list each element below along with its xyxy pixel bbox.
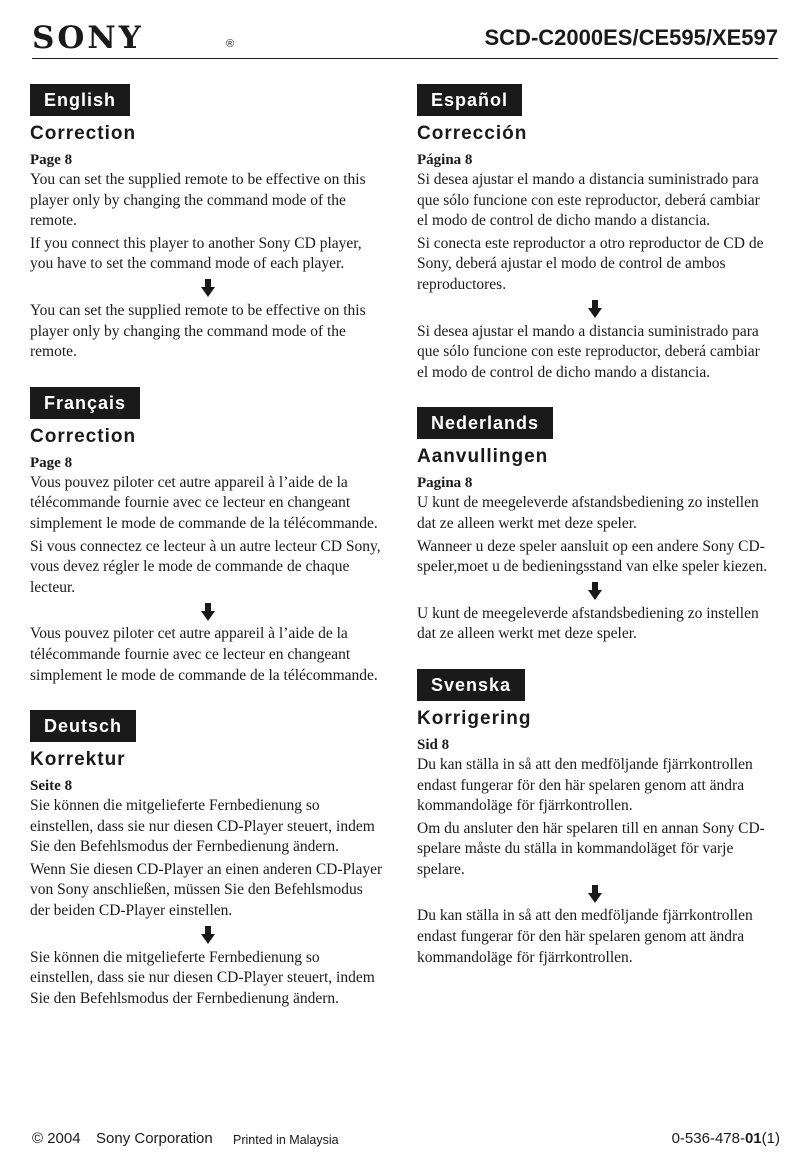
corrected-text: You can set the supplied remote to be effective on this player only by changing the command mode of the remote.	[30, 301, 366, 361]
language-section	[417, 84, 772, 383]
left-column	[30, 84, 385, 1033]
original-text: Si vous connectez ce lecteur à un autre lecteur CD Sony, vous devez régler le mode de commande de chaque lecteur.	[30, 537, 381, 596]
corrected-text: Si desea ajustar el mando a distancia suministrado para que sólo funcione con este reproductor, deberá cambiar el modo de control de dicho mando a distancia.	[417, 322, 760, 381]
page-reference: Seite 8	[30, 778, 73, 795]
original-text: Si desea ajustar el mando a distancia suministrado para que sólo funcione con este reproductor, deberá cambiar el modo de control de dicho mando a distancia.	[417, 171, 760, 230]
original-text: Wanneer u deze speler aansluit op een andere Sony CD-speler,moet u de bedieningsstand van elke speler kiezen.	[417, 537, 768, 576]
page-reference: Pagina 8	[417, 475, 473, 492]
model-number: SCD-C2000ES/CE595/XE597	[484, 25, 778, 50]
section-title: Aanvullingen	[417, 446, 549, 468]
original-text: Vous pouvez piloter cet autre appareil à l’aide de la télécommande fournie avec ce lecteur en changeant simplement le mode de commande de la télécommande.	[30, 473, 378, 532]
language-section	[417, 669, 772, 968]
original-text: Om du ansluter den här spelaren till en annan Sony CD-spelare måste du ställa in kommandoläget för varje spelare.	[417, 819, 765, 878]
page-reference: Page 8	[30, 152, 73, 168]
copyright-year: © 2004	[32, 1130, 81, 1147]
corrected-text: Sie können die mitgelieferte Fernbedienung so einstellen, dass sie nur diesen CD-Player steuert, indem Sie den Befehlsmodus der Fernbedienung ändern.	[30, 948, 375, 1007]
original-text: Sie können die mitgelieferte Fernbedienung so einstellen, dass sie nur diesen CD-Player steuert, indem Sie den Befehlsmodus der Fernbedienung ändern.	[30, 797, 375, 856]
corrected-text: U kunt de meegeleverde afstandsbediening zo instellen dat ze alleen werkt met deze speler.	[417, 604, 759, 643]
language-section	[417, 407, 772, 645]
section-title: Korrektur	[30, 749, 126, 771]
page-footer	[32, 1128, 780, 1150]
language-tab: English	[30, 84, 130, 116]
language-tab: Nederlands	[417, 407, 553, 439]
original-text: Du kan ställa in så att den medföljande fjärrkontrollen endast fungerar för den här spelaren genom att ändra kommandoläge för fjärrkontrollen.	[417, 755, 753, 815]
arrow-down-icon	[30, 277, 385, 299]
part-number-suffix: (1)	[761, 1130, 780, 1147]
language-tab: Español	[417, 84, 522, 116]
section-title: Correction	[30, 123, 137, 144]
registered-mark: ®	[226, 38, 235, 50]
corrected-text: Vous pouvez piloter cet autre appareil à l’aide de la télécommande fournie avec ce lecteur en changeant simplement le mode de commande de la télécommande.	[30, 625, 378, 684]
section-title: Corrección	[417, 123, 528, 144]
arrow-down-icon	[417, 882, 772, 904]
arrow-down-icon	[30, 600, 385, 622]
original-text: Si conecta este reproductor a otro reproductor de CD de Sony, deberá ajustar el modo de control de ambos reproductores.	[417, 234, 764, 293]
sony-logo: SONY	[32, 20, 144, 56]
company-name: Sony Corporation	[96, 1130, 213, 1147]
original-text: You can set the supplied remote to be effective on this player only by changing the command mode of the remote.	[30, 171, 366, 230]
arrow-down-icon	[30, 924, 385, 946]
language-section	[30, 84, 385, 363]
printed-in: Printed in Malaysia	[233, 1133, 339, 1147]
language-tab: Français	[30, 387, 140, 419]
right-column	[417, 84, 772, 992]
original-text: Wenn Sie diesen CD-Player an einen anderen CD-Player von Sony anschließen, müssen Sie den Befehlsmodus der beiden CD-Player einstellen.	[30, 860, 383, 920]
arrow-down-icon	[417, 580, 772, 602]
arrow-down-icon	[417, 298, 772, 320]
part-number-prefix: 0-536-478-	[671, 1130, 745, 1147]
corrected-text: Du kan ställa in så att den medföljande fjärrkontrollen endast fungerar för den här spelaren genom att ändra kommandoläge för fjärrkontrollen.	[417, 907, 753, 966]
page-header	[32, 14, 778, 59]
page-reference: Página 8	[417, 152, 473, 168]
part-number	[672, 1128, 780, 1150]
page-reference: Page 8	[30, 454, 73, 471]
original-text: If you connect this player to another Sony CD player, you have to set the command mode of each player.	[30, 234, 362, 273]
part-number-bold: 01	[744, 1130, 762, 1147]
language-tab: Svenska	[417, 669, 525, 701]
language-tab: Deutsch	[30, 710, 136, 742]
language-section	[30, 710, 385, 1009]
language-section	[30, 387, 385, 686]
original-text: U kunt de meegeleverde afstandsbediening zo instellen dat ze alleen werkt met deze speler.	[417, 494, 759, 532]
section-title: Korrigering	[417, 707, 532, 729]
section-title: Correction	[30, 425, 137, 447]
page-reference: Sid 8	[417, 736, 450, 753]
